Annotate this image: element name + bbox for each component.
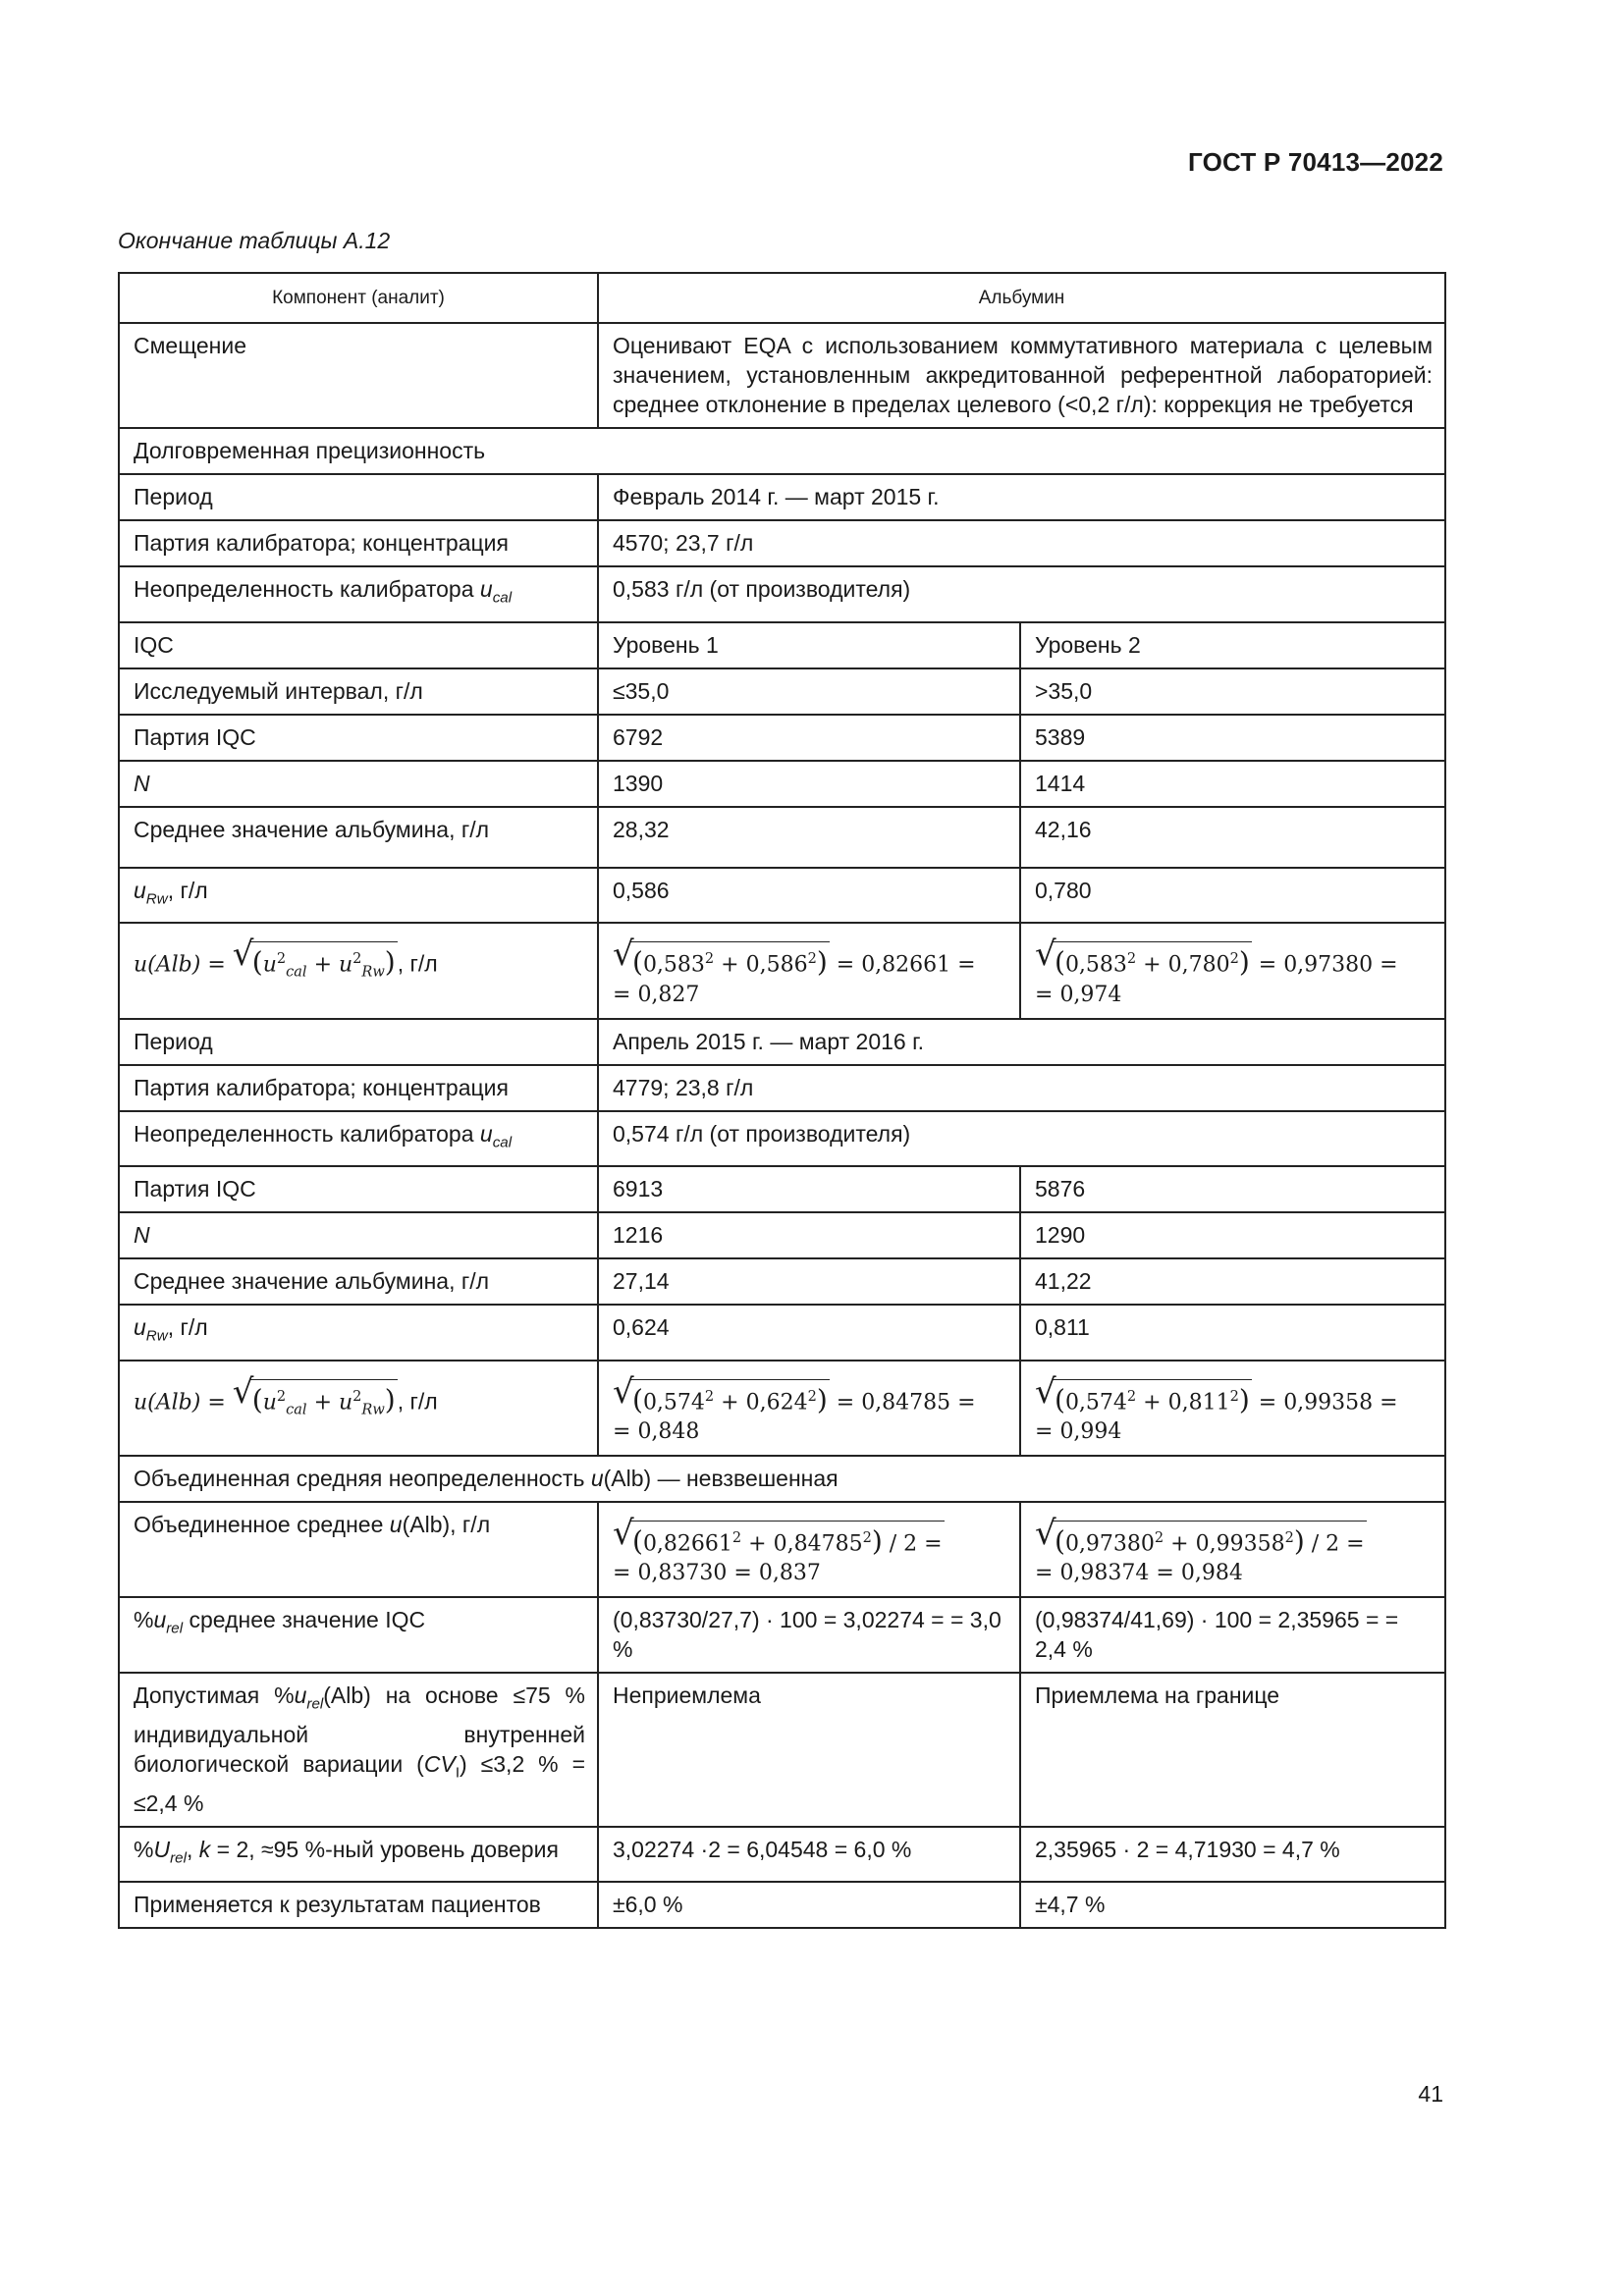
row-label: Партия калибратора; концентрация (119, 1065, 598, 1111)
cell-level-1: (0,83730/27,7) · 100 = 3,02274 = = 3,0 % (598, 1597, 1020, 1673)
row-label: Исследуемый интервал, г/л (119, 668, 598, 715)
table-row (119, 1827, 1445, 1883)
row-label: Партия IQC (119, 1166, 598, 1212)
unit-text: , г/л (167, 1314, 208, 1341)
table-row (119, 1597, 1445, 1673)
header-analyte: Альбумин (598, 273, 1445, 323)
table-row (119, 1305, 1445, 1361)
row-label (119, 566, 598, 622)
page-number: 41 (1418, 2081, 1443, 2107)
table-row (119, 1065, 1445, 1111)
cell-level-1: 27,14 (598, 1258, 1020, 1305)
symbol-u: u (479, 576, 493, 602)
cell-level-2 (1020, 1502, 1445, 1597)
table-caption: Окончание таблицы А.12 (118, 228, 391, 253)
table-row (119, 715, 1445, 761)
table-row (119, 1882, 1445, 1928)
table-row (119, 1111, 1445, 1167)
formula-unit: , г/л (397, 950, 438, 977)
ualb-calc-level-1: √ $(0,583^2 + 0,586^2) = 0,82661$ = = 0,827 (613, 934, 976, 1007)
cell-level-2: (0,98374/41,69) · 100 = 2,35965 = = 2,4 % (1020, 1597, 1445, 1673)
row-label: Допустимая $\%u_{rel}(Alb)$ на основе ≤75 % индивидуальной внутренней биологической вариации $(CV_I) \le 3,2$ % = ≤2,4 % (119, 1673, 598, 1826)
row-label: Объединенное среднее u(Alb), г/л (119, 1502, 598, 1597)
row-value: 0,583 г/л (от производителя) (598, 566, 1445, 622)
symbol-sub: cal (492, 1134, 513, 1151)
cell-level-1: 6913 (598, 1166, 1020, 1212)
table-row (119, 1019, 1445, 1065)
table-row (119, 807, 1445, 868)
cell-level-2: 42,16 (1020, 807, 1445, 868)
row-label (119, 1111, 598, 1167)
row-label: N (119, 761, 598, 807)
ualb-formula: u(Alb) = √ $(u^2_{cal} + u^2_{Rw})$, г/л (134, 1379, 438, 1425)
ualb-calc-level-2: √ $(0,574^2 + 0,811^2) = 0,99358$ = = 0,994 (1035, 1371, 1398, 1445)
document-code: ГОСТ Р 70413—2022 (1188, 147, 1443, 177)
symbol-sub: cal (492, 589, 513, 607)
row-label: $\%U_{rel}$, k = 2, ≈95 %-ный уровень доверия (119, 1827, 598, 1883)
header-component: Компонент (аналит) (119, 273, 598, 323)
cell-level-2: 0,811 (1020, 1305, 1445, 1361)
table-row (119, 1166, 1445, 1212)
cell-level-1 (598, 923, 1020, 1018)
label-text: Неопределенность калибратора (134, 1120, 480, 1147)
cell-level-2: 41,22 (1020, 1258, 1445, 1305)
row-label: Среднее значение альбумина, г/л (119, 1258, 598, 1305)
table-row (119, 622, 1445, 668)
table-row (119, 761, 1445, 807)
ualb-calc-level-1: √ $(0,574^2 + 0,624^2) = 0,84785$ = = 0,848 (613, 1371, 976, 1445)
table-row (119, 1361, 1445, 1456)
section-title: Объединенная средняя неопределенность u(Alb) — невзвешенная (119, 1456, 1445, 1502)
table-row (119, 520, 1445, 566)
table-row (119, 474, 1445, 520)
cell-level-2: 2,35965 · 2 = 4,71930 = 4,7 % (1020, 1827, 1445, 1883)
cell-level-2 (1020, 923, 1445, 1018)
cell-level-2: 1414 (1020, 761, 1445, 807)
cell-level-1: Неприемлема (598, 1673, 1020, 1826)
table-row (119, 1673, 1445, 1826)
formula-lhs: u(Alb) = (134, 952, 226, 978)
table-row (119, 1212, 1445, 1258)
section-title: Долговременная прецизионность (119, 428, 1445, 474)
row-label: Смещение (119, 323, 598, 428)
row-label: IQC (119, 622, 598, 668)
cell-level-1 (598, 1502, 1020, 1597)
table-row (119, 566, 1445, 622)
row-label: Период (119, 1019, 598, 1065)
row-value: 4779; 23,8 г/л (598, 1065, 1445, 1111)
cell-level-2: 5876 (1020, 1166, 1445, 1212)
formula-lhs: u(Alb) = (134, 1390, 226, 1415)
symbol-u: u (479, 1120, 493, 1147)
unit-text: , г/л (167, 877, 208, 903)
cell-level-2: ±4,7 % (1020, 1882, 1445, 1928)
combined-calc-level-1: √ $(0,82661^2 + 0,84785^2) / 2$ = = 0,83730 = 0,837 (613, 1514, 943, 1586)
symbol-u: u (134, 1314, 146, 1341)
symbol-sub: Rw (145, 890, 168, 908)
cell-level-1: 0,624 (598, 1305, 1020, 1361)
cell-level-1: ≤35,0 (598, 668, 1020, 715)
cell-level-2: 0,780 (1020, 868, 1445, 924)
ualb-formula: u(Alb) = √ $(u^2_{cal} + u^2_{Rw})$, г/л (134, 941, 438, 988)
row-label: Применяется к результатам пациентов (119, 1882, 598, 1928)
combined-calc-level-2: √ $(0,97380^2 + 0,99358^2) / 2$ = = 0,98374 = 0,984 (1035, 1514, 1365, 1586)
cell-level-2: >35,0 (1020, 668, 1445, 715)
row-value: Оценивают EQA с использованием коммутативного материала с целевым значением, установленным аккредитованной референтной лабораторией: среднее отклонение в пределах целевого (<0,2 г/л): коррекция не требуется (598, 323, 1445, 428)
ualb-formula-cell (119, 1361, 598, 1456)
row-label: Среднее значение альбумина, г/л (119, 807, 598, 868)
table-row (119, 868, 1445, 924)
cell-level-1: ±6,0 % (598, 1882, 1020, 1928)
albumin-table (118, 272, 1446, 1929)
symbol-u: u (134, 877, 146, 903)
row-label: $\%u_{rel}$ среднее значение IQC (119, 1597, 598, 1673)
row-label (119, 868, 598, 924)
cell-level-1: 1390 (598, 761, 1020, 807)
cell-level-1: 6792 (598, 715, 1020, 761)
cell-level-1: 28,32 (598, 807, 1020, 868)
row-value: 4570; 23,7 г/л (598, 520, 1445, 566)
cell-level-1: 3,02274 ·2 = 6,04548 = 6,0 % (598, 1827, 1020, 1883)
section-row (119, 428, 1445, 474)
cell-level-2 (1020, 1361, 1445, 1456)
table-row (119, 1502, 1445, 1597)
cell-level-1 (598, 1361, 1020, 1456)
symbol-sub: Rw (145, 1327, 168, 1345)
ualb-calc-level-2: √ $(0,583^2 + 0,780^2) = 0,97380$ = = 0,974 (1035, 934, 1398, 1007)
cell-level-2: Приемлема на границе (1020, 1673, 1445, 1826)
formula-unit: , г/л (397, 1388, 438, 1415)
row-label: Период (119, 474, 598, 520)
cell-level-2: 1290 (1020, 1212, 1445, 1258)
table-row (119, 323, 1445, 428)
row-value: 0,574 г/л (от производителя) (598, 1111, 1445, 1167)
table-row (119, 923, 1445, 1018)
table-row (119, 668, 1445, 715)
cell-level-2: Уровень 2 (1020, 622, 1445, 668)
row-label (119, 1305, 598, 1361)
cell-level-1: 0,586 (598, 868, 1020, 924)
section-row (119, 1456, 1445, 1502)
table-row (119, 1258, 1445, 1305)
row-label: N (119, 1212, 598, 1258)
row-label: Партия калибратора; концентрация (119, 520, 598, 566)
cell-level-1: 1216 (598, 1212, 1020, 1258)
row-value: Февраль 2014 г. — март 2015 г. (598, 474, 1445, 520)
row-value: Апрель 2015 г. — март 2016 г. (598, 1019, 1445, 1065)
label-text: Неопределенность калибратора (134, 576, 480, 602)
ualb-formula-cell (119, 923, 598, 1018)
table-header-row (119, 273, 1445, 323)
cell-level-2: 5389 (1020, 715, 1445, 761)
row-label: Партия IQC (119, 715, 598, 761)
cell-level-1: Уровень 1 (598, 622, 1020, 668)
